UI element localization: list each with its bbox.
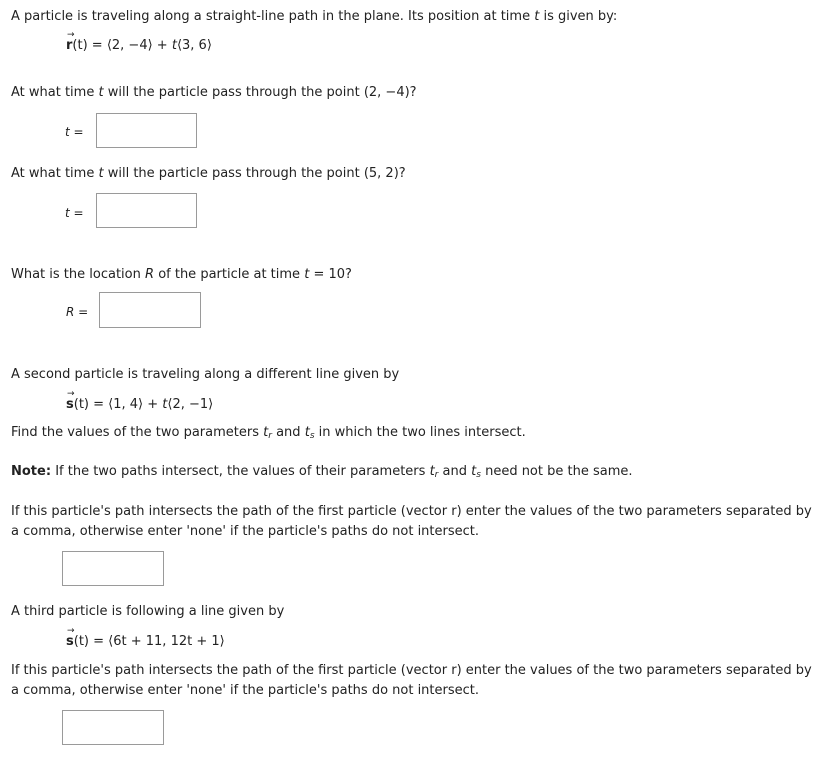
instruction-2: If this particle's path intersects the path of the first particle (vector r) enter the values of the two parameters separated by a comma, otherwise enter 'none' if the particle's paths do not intersect. — [11, 663, 812, 698]
answer-2-input[interactable] — [96, 193, 197, 228]
question-1: At what time t will the particle pass through the point (2, −4)? — [11, 85, 417, 100]
equation-r: → r(t) = ⟨2, −4⟩ + t⟨3, 6⟩ — [66, 37, 212, 55]
equation-s2: → s(t) = ⟨6t + 11, 12t + 1⟩ — [66, 633, 225, 651]
vector-arrow-icon: → — [67, 30, 75, 40]
find-text: Find the values of the two parameters $t_r$ and $t_s$ in which the two lines intersect. — [11, 425, 526, 441]
answer-1-input[interactable] — [96, 113, 197, 148]
note-text: Note: If the two paths intersect, the values of their parameters $t_r$ and $t_s$ need not be the same. — [11, 464, 633, 480]
question-3: What is the location R of the particle at time t = 10? — [11, 267, 352, 282]
equation-s1: → s(t) = ⟨1, 4⟩ + t⟨2, −1⟩ — [66, 396, 213, 414]
second-particle-text: A second particle is traveling along a different line given by — [11, 367, 400, 382]
answer-1-label: t = — [65, 125, 84, 139]
vector-arrow-icon: → — [67, 389, 75, 399]
intersection-1-input[interactable] — [62, 551, 164, 586]
intro-text: A particle is traveling along a straight-line path in the plane. Its position at time t is given by: — [11, 9, 618, 24]
answer-2-label: t = — [65, 206, 84, 220]
instruction-1: If this particle's path intersects the path of the first particle (vector r) enter the values of the two parameters separated by a comma, otherwise enter 'none' if the particle's paths do not intersect. — [11, 504, 812, 539]
answer-3-input[interactable] — [99, 292, 201, 328]
vector-arrow-icon: → — [67, 626, 75, 636]
question-2: At what time t will the particle pass through the point (5, 2)? — [11, 166, 406, 181]
third-particle-text: A third particle is following a line given by — [11, 604, 285, 619]
intersection-2-input[interactable] — [62, 710, 164, 745]
answer-3-label: R = — [66, 305, 89, 319]
